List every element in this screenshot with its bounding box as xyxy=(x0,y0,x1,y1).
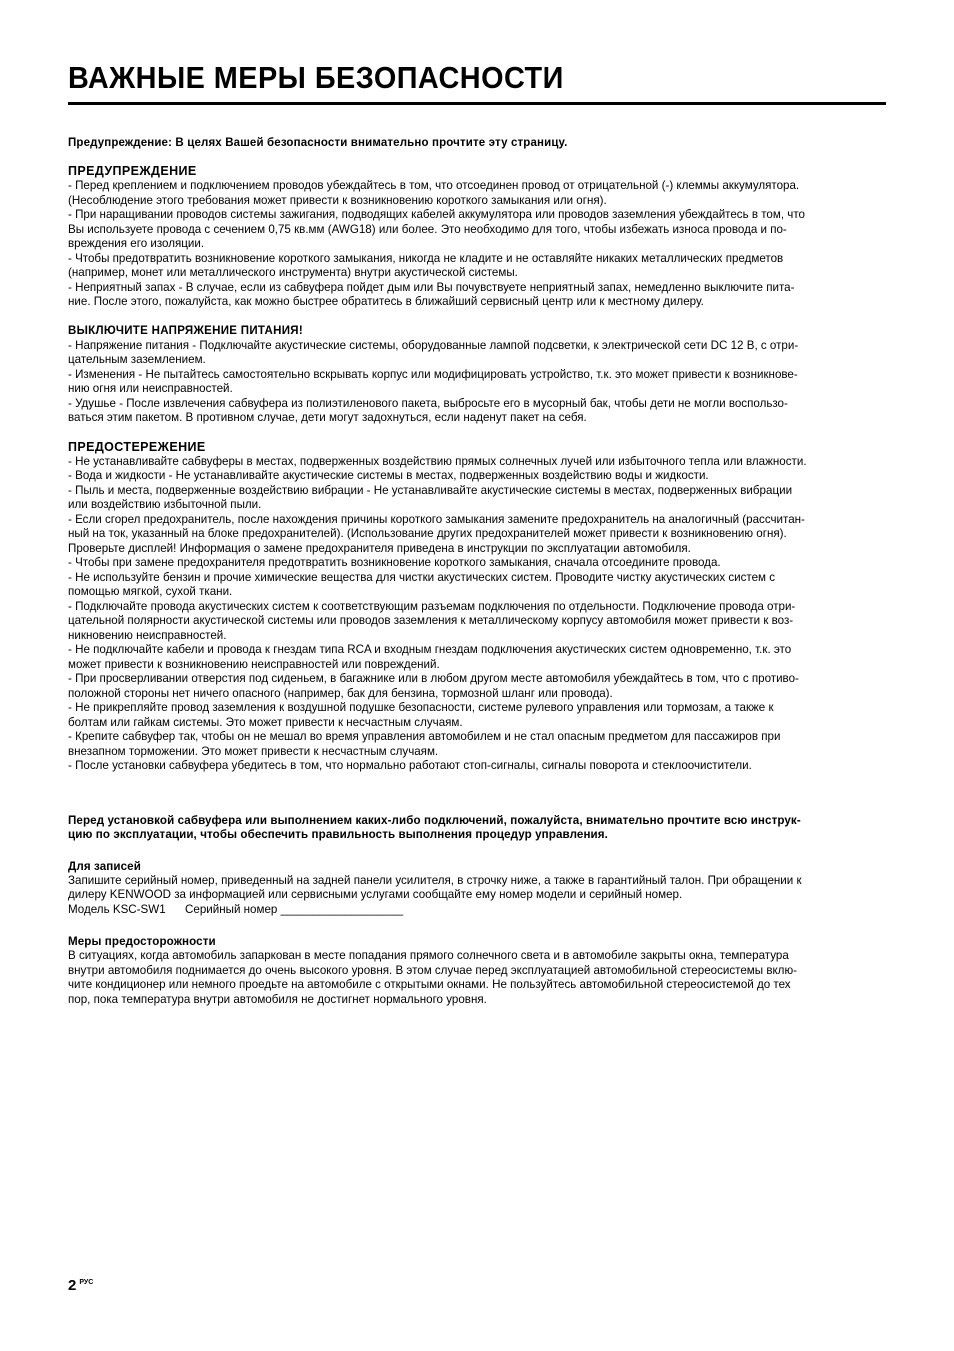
warning-intro: Предупреждение: В целях Вашей безопасности внимательно прочтите эту страницу. xyxy=(68,137,568,149)
section-warning xyxy=(68,164,886,310)
text-line: внезапном торможении. Это может привести к несчастным случаям. xyxy=(68,744,439,758)
section-heading: ПРЕДУПРЕЖДЕНИЕ xyxy=(68,164,197,178)
records-section xyxy=(68,860,886,918)
section-power-off xyxy=(68,324,886,426)
text-line: В ситуациях, когда автомобиль запаркован в месте попадания прямого солнечного света и в автомобиле закрыты окна, температура xyxy=(68,949,789,962)
text-line: может привести к возникновению неисправностей или повреждений. xyxy=(68,657,440,671)
text-line: - При просверливании отверстия под сиденьем, в багажнике или в любом другом месте автомобиля убеждайтесь в том, что с противо- xyxy=(68,672,799,685)
text-line: чите кондиционер или немного проедьте на автомобиле с открытыми окнами. Не пользуйтесь автомобильной стереосистемой до тех xyxy=(68,978,791,991)
text-line: - Изменения - Не пытайтесь самостоятельно вскрывать корпус или модифицировать устройство, т.к. это может привести к возникнове- xyxy=(68,367,798,381)
section-body xyxy=(68,339,886,426)
text-line: цию по эксплуатации, чтобы обеспечить правильность выполнения процедур управления. xyxy=(68,827,608,841)
precautions-heading: Меры предосторожности xyxy=(68,935,216,948)
text-line: Перед установкой сабвуфера или выполнением каких-либо подключений, пожалуйста, внимательно прочтите всю инструк- xyxy=(68,813,801,827)
section-heading: ПРЕДОСТЕРЕЖЕНИЕ xyxy=(68,439,206,454)
model-label: Модель KSC-SW1 xyxy=(68,902,166,916)
precautions-body xyxy=(68,949,886,1007)
records-heading: Для записей xyxy=(68,859,141,873)
text-line: - Не устанавливайте сабвуферы в местах, подверженных воздействию прямых солнечных лучей или избыточного тепла или влажности. xyxy=(68,454,807,468)
text-line: или воздействию избыточной пыли. xyxy=(68,498,262,511)
before-install-text xyxy=(68,814,886,842)
text-line: цательным заземлением. xyxy=(68,353,206,366)
section-body xyxy=(68,455,886,774)
section-heading: ВЫКЛЮЧИТЕ НАПРЯЖЕНИЕ ПИТАНИЯ! xyxy=(68,324,303,337)
title-underline xyxy=(68,102,886,105)
text-line: нию огня или неисправностей. xyxy=(68,382,233,395)
precautions-section xyxy=(68,935,886,1007)
text-line: - Подключайте провода акустических систем к соответствующим разъемам подключения по отдельности. Подключение провода отри- xyxy=(68,599,796,613)
page-language: РУС xyxy=(79,1279,94,1286)
text-line: Запишите серийный номер, приведенный на задней панели усилителя, в строчку ниже, а также в гарантийный талон. При обращении к xyxy=(68,873,802,887)
text-line: Проверьте дисплей! Информация о замене предохранителя приведена в инструкции по эксплуатации автомобиля. xyxy=(68,541,691,555)
text-line: (Несоблюдение этого требования может привести к возникновению короткого замыкания или огня). xyxy=(68,193,607,207)
text-line: цательной полярности акустической системы или проводов заземления к металлическому корпусу автомобиля может привести к воз- xyxy=(68,614,794,627)
text-line: никновению неисправностей. xyxy=(68,628,227,642)
text-line: - Перед креплением и подключением проводов убеждайтесь в том, что отсоединен провод от отрицательной (-) клеммы аккумулятора. xyxy=(68,179,800,192)
text-line: - Пыль и места, подверженные воздействию вибрации - Не устанавливайте акустические системы в местах, подверженных вибрации xyxy=(68,483,793,497)
model-serial-line xyxy=(68,903,886,918)
text-line: болтам или гайкам системы. Это может привести к несчастным случаям. xyxy=(68,715,463,729)
text-line: положной стороны нет ничего опасного (например, бак для бензина, тормозной шланг или провода). xyxy=(68,686,613,700)
text-line: - Удушье - После извлечения сабвуфера из полиэтиленового пакета, выбросьте его в мусорный бак, чтобы дети не могли воспользо- xyxy=(68,396,788,410)
text-line: - Чтобы предотвратить возникновение короткого замыкания, никогда не кладите и не оставляйте никаких металлических предметов xyxy=(68,251,784,265)
text-line: - Вода и жидкости - Не устанавливайте акустические системы в местах, подверженных воздействию воды и жидкости. xyxy=(68,469,709,482)
text-line: Вы используете провода с сечением 0,75 кв.мм (AWG18) или более. Это необходимо для того, чтобы избежать износа провода и по- xyxy=(68,222,787,236)
text-line: - Не подключайте кабели и провода к гнездам типа RCA и входным гнездам подключения акустических систем одновременно, т.к. это xyxy=(68,643,792,656)
records-body xyxy=(68,874,886,903)
section-caution xyxy=(68,440,886,774)
text-line: внутри автомобиля поднимается до очень высокого уровня. В этом случае перед эксплуатацией автомобильной стереосистемы вклю- xyxy=(68,963,798,977)
section-body xyxy=(68,179,886,310)
text-line: - Неприятный запах - В случае, если из сабвуфера пойдет дым или Вы почувствуете неприятный запах, немедленно выключите пита- xyxy=(68,280,795,294)
text-line: дилеру KENWOOD за информацией или сервисными услугами сообщайте ему номер модели и серийный номер. xyxy=(68,888,683,901)
before-install-note xyxy=(68,814,886,842)
text-line: помощью мягкой, сухой ткани. xyxy=(68,585,233,598)
text-line: ваться этим пакетом. В противном случае, дети могут задохнуться, если наденут пакет на себя. xyxy=(68,411,587,424)
page-content xyxy=(68,60,886,1007)
page-title: ВАЖНЫЕ МЕРЫ БЕЗОПАСНОСТИ xyxy=(68,60,564,95)
text-line: ный на ток, указанный на блоке предохранителей). (Использование других предохранителей может привести к возникновению огня). xyxy=(68,527,787,540)
text-line: - При наращивании проводов системы зажигания, подводящих кабелей аккумулятора или проводов заземления убеждайтесь в том, что xyxy=(68,208,805,221)
text-line: - Не прикрепляйте провод заземления к воздушной подушке безопасности, системе рулевого управления или тормозам, а также к xyxy=(68,701,774,714)
text-line: - Напряжение питания - Подключайте акустические системы, оборудованные лампой подсветки, к электрической сети DC 12 В, с отри- xyxy=(68,338,799,352)
text-line: - Если сгорел предохранитель, после нахождения причины короткого замыкания замените предохранитель на аналогичный (рассчитан- xyxy=(68,512,805,526)
text-line: (например, монет или металлического инструмента) внутри акустической системы. xyxy=(68,266,518,279)
text-line: вреждения его изоляции. xyxy=(68,237,205,250)
page-footer xyxy=(68,1277,93,1295)
page-number: 2 xyxy=(68,1277,77,1294)
serial-label: Серийный номер ___________________ xyxy=(185,902,404,916)
text-line: ние. После этого, пожалуйста, как можно быстрее обратитесь в ближайший сервисный центр или к местному дилеру. xyxy=(68,295,704,308)
text-line: - Крепите сабвуфер так, чтобы он не мешал во время управления автомобилем и не стал опасным предметом для пассажиров при xyxy=(68,730,781,743)
text-line: - Чтобы при замене предохранителя предотвратить возникновение короткого замыкания, сначала отсоедините провода. xyxy=(68,556,721,569)
text-line: - Не используйте бензин и прочие химические вещества для чистки акустических систем. Проводите чистку акустических систем с xyxy=(68,570,776,584)
text-line: - После установки сабвуфера убедитесь в том, что нормально работают стоп-сигналы, сигналы поворота и стеклоочистители. xyxy=(68,759,752,772)
text-line: пор, пока температура внутри автомобиля не достигнет нормального уровня. xyxy=(68,992,487,1006)
